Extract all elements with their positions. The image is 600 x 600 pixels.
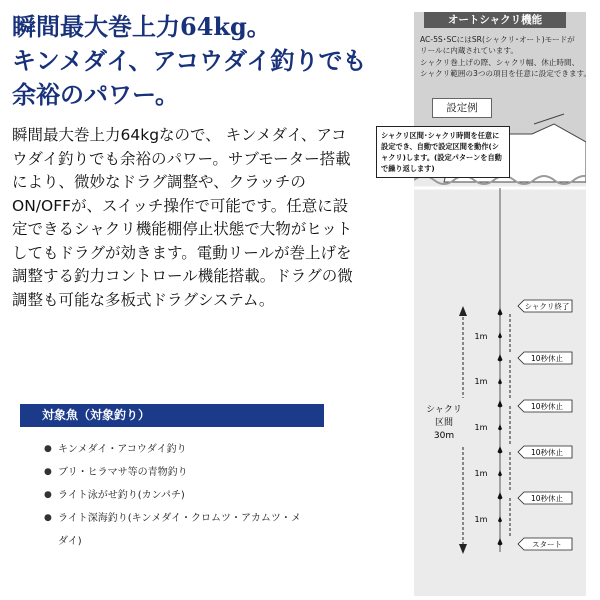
sinker-icon	[498, 470, 502, 476]
list-item: ● ライト深海釣り(キンメダイ・クロムツ・アカムツ・メダイ)	[44, 507, 304, 553]
label-pause-1	[518, 352, 572, 364]
body-text: 瞬間最大巻上力64kgなので、 キンメダイ、アコウダイ釣りでも余裕のパワー。サブモーター搭載により、微妙なドラグ調整や、クラッチのON/OFFが、スイッチ操作で可能です。任意に設定できるシャクリ機能棚停止状態で大物がヒットしてもドラグが効きます。電動リールが巻上げを調整する釣力コントロール機能搭載。ドラグの微調整も可能な多板式ドラグシステム。	[12, 126, 353, 309]
sinker-icon	[498, 332, 502, 338]
sinker-icon	[498, 424, 502, 430]
panel-desc-line: AC-5S･SCにはSR(シャクリ･オート)モードが	[420, 35, 575, 44]
interval-label: 1m	[474, 332, 488, 341]
start-label: スタート	[532, 540, 562, 549]
callout-text: シャクリ区間･シャクリ時間を任意に設定でき、自動で設定区間を動作(シャクリ)します。(設定パターンを自動で繰り返します)	[381, 131, 502, 173]
sinker-icon	[498, 516, 502, 522]
end-label: シャクリ終了	[524, 302, 570, 311]
target-fish-header: 対象魚（対象釣り）	[20, 404, 324, 427]
list-item: ● ライト泳がせ釣り(カンパチ)	[44, 484, 304, 507]
interval-label: 1m	[474, 515, 488, 524]
fishing-rod-icon	[534, 114, 564, 124]
sinker-icon	[498, 492, 503, 500]
panel-title: オートシャクリ機能	[424, 12, 566, 28]
sinker-icon	[498, 378, 502, 384]
label-end	[518, 300, 572, 312]
sinker-icon	[498, 400, 503, 408]
label-start	[518, 538, 572, 550]
arrow-up-icon	[459, 306, 467, 316]
headline	[12, 10, 407, 112]
pause-label: 10秒休止	[530, 354, 564, 363]
sinker-icon	[498, 354, 503, 362]
list-item: ● キンメダイ・アコウダイ釣り	[44, 438, 304, 461]
example-label: 設定例	[432, 98, 492, 118]
panel-desc-line: リールに内蔵されています。	[420, 46, 518, 56]
label-pause-3	[518, 446, 572, 458]
auto-shakuri-panel	[414, 12, 592, 596]
pause-label: 10秒休止	[530, 494, 564, 503]
pause-label: 10秒休止	[530, 448, 564, 457]
interval-label: 1m	[474, 423, 488, 432]
sinker-icon	[498, 446, 503, 454]
label-pause-2	[518, 400, 572, 412]
sinker-icon	[498, 538, 503, 546]
label-pause-4	[518, 492, 572, 504]
range-label-1: シャクリ	[426, 405, 462, 415]
panel-desc-line: シャクリ巻上げの際、シャクリ幅、休止時間、	[420, 57, 580, 67]
interval-label: 1m	[474, 377, 488, 386]
range-label-2: 区間	[434, 418, 454, 428]
headline-line-3: 余裕のパワー。	[12, 80, 180, 109]
panel-desc-line: シャクリ範囲の3つの項目を任意に設定できます。	[420, 69, 592, 79]
pause-label: 10秒休止	[530, 402, 564, 411]
range-label-3: 30m	[433, 431, 455, 441]
interval-label: 1m	[474, 469, 488, 478]
target-fish-list	[44, 438, 304, 553]
shakuri-diagram	[414, 12, 586, 596]
list-item: ● ブリ・ヒラマサ等の青物釣り	[44, 461, 304, 484]
arrow-down-icon	[459, 544, 467, 554]
headline-line-1: 瞬間最大巻上力64kg。	[12, 12, 271, 41]
headline-line-2: キンメダイ、アコウダイ釣りでも	[12, 46, 367, 75]
sinker-icon	[498, 308, 503, 316]
callout-box	[376, 126, 510, 178]
